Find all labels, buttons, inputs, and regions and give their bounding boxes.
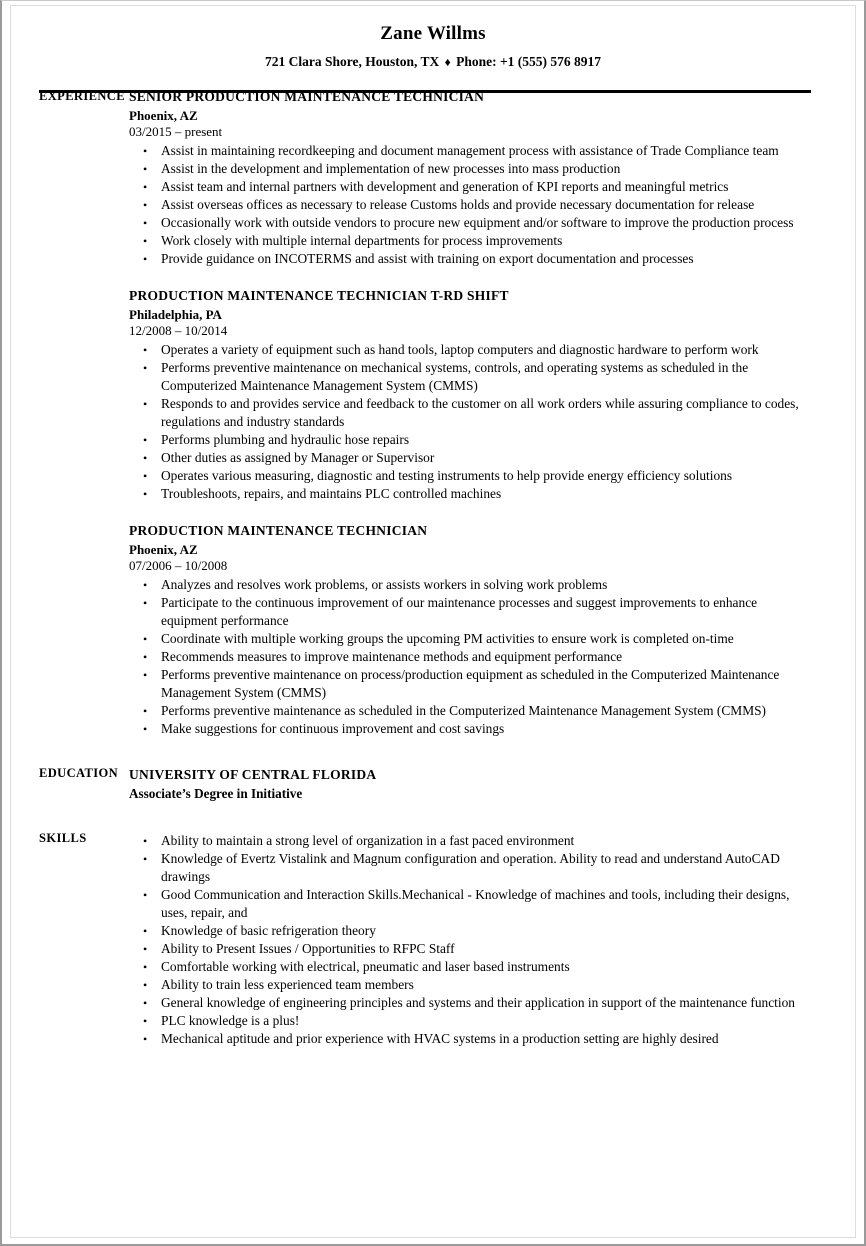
diamond-separator-icon: ♦: [444, 55, 451, 69]
bullet-item: • Performs preventive maintenance as scheduled in the Computerized Maintenance Management System (CMMS): [161, 702, 807, 720]
contact-line: [11, 52, 855, 72]
spacer: [129, 268, 807, 287]
degree-name: Associate’s Degree in Initiative: [129, 786, 303, 801]
spacer: [129, 503, 807, 522]
education-entry: [129, 765, 807, 803]
skills-bullets: [129, 832, 807, 1048]
bullet-item: • Performs preventive maintenance on process/production equipment as scheduled in the Computerized Maintenance Management System (CMMS): [161, 666, 807, 702]
bullet-item: • Mechanical aptitude and prior experience with HVAC systems in a production setting are highly desired: [161, 1030, 807, 1048]
job-bullets: [129, 142, 807, 268]
job-bullets: [129, 576, 807, 738]
bullet-item: • Ability to Present Issues / Opportunities to RFPC Staff: [161, 940, 807, 958]
bullet-item: • Knowledge of Evertz Vistalink and Magnum configuration and operation. Ability to read and understand AutoCAD drawings: [161, 850, 807, 886]
section-label-education: EDUCATION: [39, 766, 119, 780]
experience-entry: [129, 287, 807, 503]
job-location: Phoenix, AZ: [129, 108, 198, 123]
section-label-skills: SKILLS: [39, 831, 87, 845]
job-dates: 03/2015 – present: [129, 124, 223, 139]
bullet-item: • PLC knowledge is a plus!: [161, 1012, 807, 1030]
bullet-item: • Recommends measures to improve maintenance methods and equipment performance: [161, 648, 807, 666]
bullet-item: • Knowledge of basic refrigeration theory: [161, 922, 807, 940]
skills-content: [129, 830, 855, 1048]
job-title: PRODUCTION MAINTENANCE TECHNICIAN: [129, 523, 428, 538]
bullet-item: • Assist overseas offices as necessary to release Customs holds and provide necessary documentation for release: [161, 196, 807, 214]
school-name: UNIVERSITY OF CENTRAL FLORIDA: [129, 767, 377, 782]
job-dates: 07/2006 – 10/2008: [129, 558, 228, 573]
bullet-item: • Assist in the development and implementation of new processes into mass production: [161, 160, 807, 178]
bullet-item: • Responds to and provides service and feedback to the customer on all work orders while assuring compliance to codes, regulations and industry standards: [161, 395, 807, 431]
bullet-item: • Other duties as assigned by Manager or Supervisor: [161, 449, 807, 467]
contact-phone: Phone: +1 (555) 576 8917: [456, 54, 602, 69]
experience-entry: [129, 522, 807, 738]
experience-entry: [129, 88, 807, 268]
bullet-item: • Provide guidance on INCOTERMS and assist with training on export documentation and processes: [161, 250, 807, 268]
bullet-item: • Comfortable working with electrical, pneumatic and laser based instruments: [161, 958, 807, 976]
bullet-item: • Analyzes and resolves work problems, or assists workers in solving work problems: [161, 576, 807, 594]
job-bullets: [129, 341, 807, 503]
job-location: Phoenix, AZ: [129, 542, 198, 557]
job-title: PRODUCTION MAINTENANCE TECHNICIAN T-RD SHIFT: [129, 288, 509, 303]
bullet-item: • Good Communication and Interaction Skills.Mechanical - Knowledge of machines and tools, including their designs, uses, repair, and: [161, 886, 807, 922]
experience-section: [11, 88, 855, 738]
bullet-item: • General knowledge of engineering principles and systems and their application in support of the maintenance function: [161, 994, 807, 1012]
bullet-item: • Make suggestions for continuous improvement and cost savings: [161, 720, 807, 738]
bullet-item: • Participate to the continuous improvement of our maintenance processes and suggest improvements to enhance equipment performance: [161, 594, 807, 630]
bullet-item: • Coordinate with multiple working groups the upcoming PM activities to ensure work is completed on-time: [161, 630, 807, 648]
job-location: Philadelphia, PA: [129, 307, 222, 322]
resume-header: [11, 6, 855, 72]
bullet-item: • Assist in maintaining recordkeeping and document management process with assistance of Trade Compliance team: [161, 142, 807, 160]
job-title: SENIOR PRODUCTION MAINTENANCE TECHNICIAN: [129, 89, 485, 104]
bullet-item: • Ability to maintain a strong level of organization in a fast paced environment: [161, 832, 807, 850]
bullet-item: • Work closely with multiple internal departments for process improvements: [161, 232, 807, 250]
contact-address: 721 Clara Shore, Houston, TX: [264, 54, 440, 69]
spacer: [11, 803, 855, 830]
spacer: [11, 738, 855, 765]
experience-content: [129, 88, 855, 738]
education-content: [129, 765, 855, 803]
candidate-name: Zane Willms: [380, 23, 486, 44]
bullet-item: • Troubleshoots, repairs, and maintains PLC controlled machines: [161, 485, 807, 503]
bullet-item: • Operates a variety of equipment such as hand tools, laptop computers and diagnostic hardware to perform work: [161, 341, 807, 359]
job-dates: 12/2008 – 10/2014: [129, 323, 228, 338]
bullet-item: • Performs preventive maintenance on mechanical systems, controls, and operating systems as scheduled in the Computerized Maintenance Management System (CMMS): [161, 359, 807, 395]
education-section: [11, 765, 855, 803]
skills-section: [11, 830, 855, 1048]
bullet-item: • Performs plumbing and hydraulic hose repairs: [161, 431, 807, 449]
bullet-item: • Operates various measuring, diagnostic and testing instruments to help provide energy efficiency solutions: [161, 467, 807, 485]
bullet-item: • Assist team and internal partners with development and generation of KPI reports and meaningful metrics: [161, 178, 807, 196]
resume-sheet: [10, 5, 856, 1238]
section-label-experience: EXPERIENCE: [39, 89, 125, 103]
resume-body: [11, 88, 855, 1048]
bullet-item: • Ability to train less experienced team members: [161, 976, 807, 994]
bullet-item: • Occasionally work with outside vendors to procure new equipment and/or software to improve the production process: [161, 214, 807, 232]
